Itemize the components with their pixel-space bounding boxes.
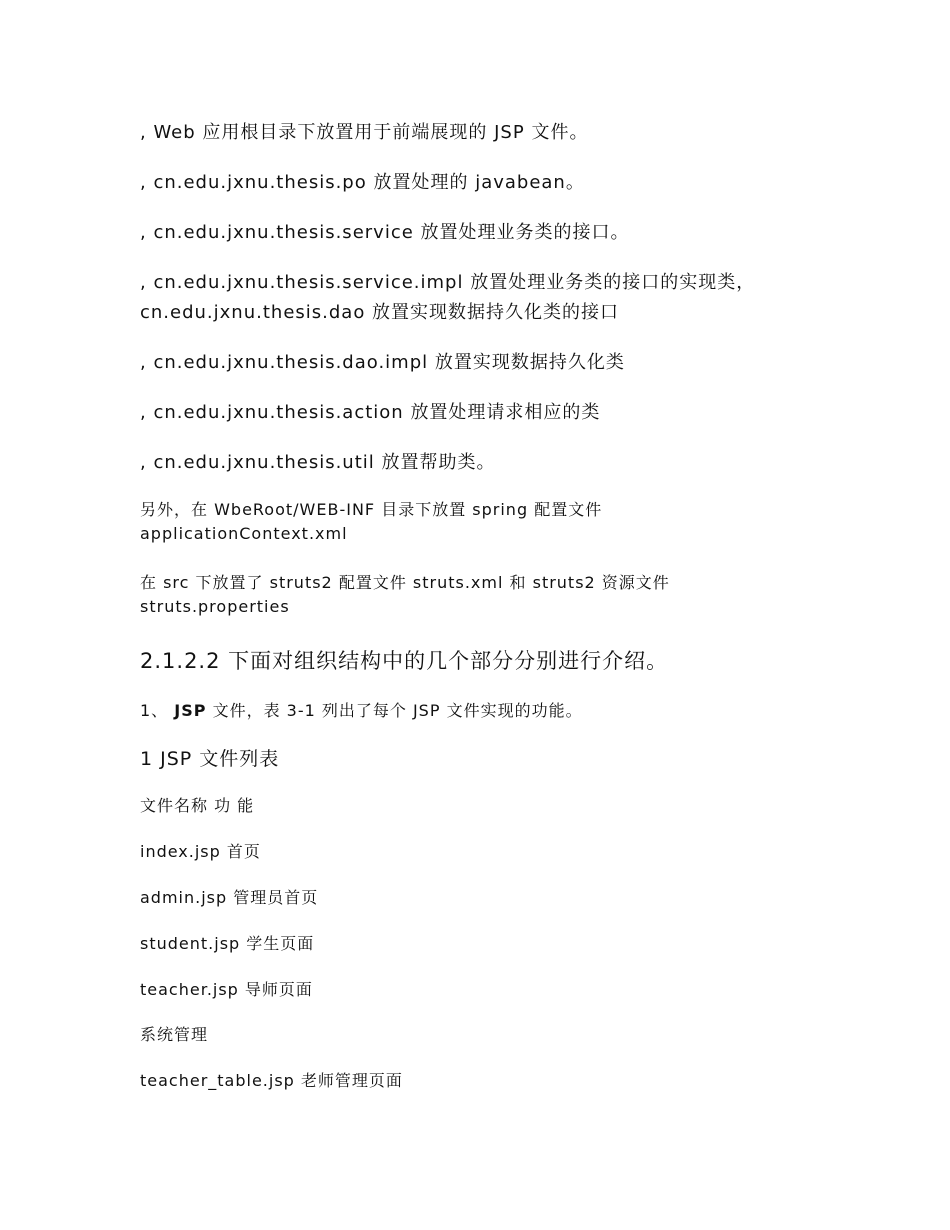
note-struts-line1: 在 src 下放置了 struts2 配置文件 struts.xml 和 struts2 资源文件 [140, 573, 670, 592]
bullet-service-impl-line2: cn.edu.jxnu.thesis.dao 放置实现数据持久化类的接口 [140, 302, 620, 323]
item-jsp-bold: JSP [174, 701, 207, 720]
item-jsp-intro [140, 698, 583, 721]
bullet-web-root: , Web 应用根目录下放置用于前端展现的 JSP 文件。 [140, 122, 589, 143]
table-row-student: student.jsp 学生页面 [140, 934, 315, 953]
table-row-admin: admin.jsp 管理员首页 [140, 888, 319, 907]
bullet-service: , cn.edu.jxnu.thesis.service 放置处理业务类的接口。 [140, 222, 630, 243]
bullet-util: , cn.edu.jxnu.thesis.util 放置帮助类。 [140, 452, 496, 473]
table-title: 1 JSP 文件列表 [140, 748, 280, 770]
bullet-service-impl-line1: , cn.edu.jxnu.thesis.service.impl 放置处理业务类的接口的实现类， [140, 272, 756, 293]
note-spring-line2: applicationContext.xml [140, 524, 348, 543]
table-row-teacher-table: teacher_table.jsp 老师管理页面 [140, 1071, 403, 1090]
note-spring-line1: 另外，在 WbeRoot/WEB-INF 目录下放置 spring 配置文件 [140, 500, 603, 519]
note-struts-line2: struts.properties [140, 597, 290, 616]
bullet-action: , cn.edu.jxnu.thesis.action 放置处理请求相应的类 [140, 402, 601, 423]
bullet-dao-impl: , cn.edu.jxnu.thesis.dao.impl 放置实现数据持久化类 [140, 352, 625, 373]
section-heading: 2.1.2.2 下面对组织结构中的几个部分分别进行介绍。 [140, 649, 669, 673]
table-row-teacher: teacher.jsp 导师页面 [140, 980, 313, 999]
table-row-header: 文件名称 功 能 [140, 796, 255, 815]
bullet-po: , cn.edu.jxnu.thesis.po 放置处理的 javabean。 [140, 172, 585, 193]
item-jsp-prefix: 1、 [140, 701, 175, 720]
table-row-index: index.jsp 首页 [140, 842, 261, 861]
item-jsp-rest: 文件，表 3-1 列出了每个 JSP 文件实现的功能。 [206, 701, 583, 720]
table-row-system-management: 系统管理 [140, 1025, 209, 1044]
